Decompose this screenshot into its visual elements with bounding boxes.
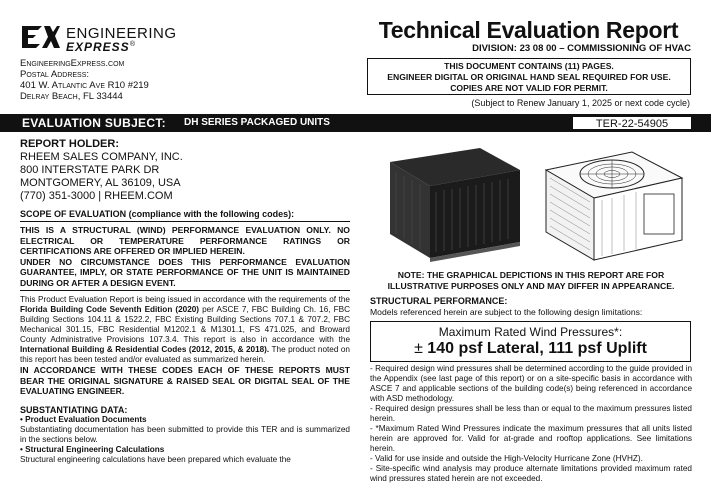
report-holder-heading: REPORT HOLDER: bbox=[20, 138, 119, 150]
wind-pressure-value bbox=[371, 340, 690, 358]
division-line: DIVISION: 23 08 00 – COMMISSIONING OF HVAC bbox=[472, 43, 691, 54]
divider bbox=[20, 290, 350, 291]
city-address: Delray Beach, FL 33444 bbox=[20, 91, 123, 102]
page-title: Technical Evaluation Report bbox=[378, 17, 679, 43]
renewal-note: (Subject to Renew January 1, 2025 or next code cycle) bbox=[471, 98, 690, 108]
scope-heading: SCOPE OF EVALUATION (compliance with the following codes): bbox=[20, 209, 295, 219]
para-intl-codes: International Building & Residential Codes (2012, 2015, & 2018). bbox=[20, 345, 270, 354]
divider bbox=[20, 221, 350, 222]
note-item: - Site-specific wind analysis may produce alternate limitations provided maximum rated wind pressures stated herein are not exceeded. bbox=[370, 464, 692, 483]
packaged-unit-photo-icon bbox=[370, 134, 532, 264]
graphics-disclaimer: NOTE: THE GRAPHICAL DEPICTIONS IN THIS REPORT ARE FOR ILLUSTRATIVE PURPOSES ONLY AND MAY DIFFER IN APPEARANCE. bbox=[387, 270, 675, 291]
ter-number: TER-22-54905 bbox=[572, 116, 692, 130]
substantiating-heading: SUBSTANTIATING DATA: bbox=[20, 404, 128, 415]
engineering-express-logo bbox=[20, 24, 177, 54]
left-column bbox=[20, 138, 350, 465]
wind-pressure-box bbox=[370, 321, 691, 362]
holder-contact: (770) 351-3000 | RHEEM.COM bbox=[20, 190, 173, 202]
product-docs-text: Substantiating documentation has been submitted to provide this TER and is summarized in the sections below. bbox=[20, 424, 350, 444]
wind-pressure-figures: 140 psf Lateral, 111 psf Uplift bbox=[427, 340, 647, 357]
note-item: - *Maximum Rated Wind Pressures indicate the maximum pressures that all units listed herein are approved for. Valid for at-grade and rooftop applications. See limitations herein. bbox=[370, 424, 692, 453]
holder-company: RHEEM SALES COMPANY, INC. bbox=[20, 151, 183, 163]
postal-label: Postal Address: bbox=[20, 69, 90, 80]
holder-street: 800 INTERSTATE PARK DR bbox=[20, 164, 160, 176]
notice-line-1: THIS DOCUMENT CONTAINS (11) PAGES. bbox=[444, 61, 614, 71]
packaged-unit-drawing-icon bbox=[532, 134, 692, 264]
document-notice-box bbox=[367, 58, 691, 95]
holder-city: MONTGOMERY, AL 36109, USA bbox=[20, 177, 181, 189]
street-address: 401 W. Atlantic Ave R10 #219 bbox=[20, 80, 149, 91]
subject-value: DH SERIES PACKAGED UNITS bbox=[184, 117, 330, 128]
logo-name-line1: ENGINEERING bbox=[66, 25, 177, 42]
ex-logo-mark-icon bbox=[20, 24, 60, 50]
struct-calcs-heading: • Structural Engineering Calculations bbox=[20, 444, 165, 454]
seal-requirement: IN ACCORDANCE WITH THESE CODES EACH OF THESE REPORTS MUST BEAR THE ORIGINAL SIGNATURE & RAISED SEAL OR DIGITAL SEAL OF THE EVALUATING ENGINEER. bbox=[20, 365, 350, 396]
logo-name-line2: EXPRESS® bbox=[66, 40, 136, 54]
note-item: - Required design pressures shall be less than or equal to the maximum pressures listed herein. bbox=[370, 404, 692, 423]
evaluation-paragraph bbox=[20, 295, 350, 365]
para-code-name: Florida Building Code Seventh Edition (2020) bbox=[20, 305, 200, 314]
struct-calcs-text: Structural engineering calculations have been prepared which evaluate the bbox=[20, 454, 291, 464]
wind-pressure-title: Maximum Rated Wind Pressures*: bbox=[438, 325, 623, 339]
structural-subtext: Models referenced herein are subject to the following design limitations: bbox=[370, 307, 643, 317]
note-item: - Required design wind pressures shall be determined according to the guide provided in the Appendix (see last page of this report) or on a site-specific basis in accordance with ASCE 7 and applicable sections of the building code(s) being referenced in accordance with ASD methodology. bbox=[370, 364, 692, 403]
product-docs-heading: • Product Evaluation Documents bbox=[20, 414, 147, 424]
para-text-e: The product noted on this report has been tested and/or evaluated as summarized herein. bbox=[20, 345, 350, 364]
subject-label: EVALUATION SUBJECT: bbox=[22, 116, 166, 130]
para-text-c: per ASCE 7, FBC Building Ch. 16, FBC Building Sections 104.11 & 1522.2, FBC Existing Building Sections 707.1 & 707.2, FBC Mechanical 301.15, FBC Residential M1202.1 & M1301.1, FS 471.025, and Broward County Administrative Provisions 107.3.4. This report is also in accordance with the bbox=[20, 305, 350, 344]
scope-statement-2: UNDER NO CIRCUMSTANCE DOES THIS PERFORMANCE EVALUATION GUARANTEE, IMPLY, OR STATE PERFORMANCE OF THE UNIT IS MAINTAINED DURING OR AFTER A DESIGN EVENT. bbox=[20, 256, 350, 288]
notice-line-3: COPIES ARE NOT VALID FOR PERMIT. bbox=[450, 83, 608, 93]
structural-performance-heading: STRUCTURAL PERFORMANCE: bbox=[370, 296, 508, 306]
design-limitation-notes bbox=[370, 364, 692, 484]
para-text-a: This Product Evaluation Report is being issued in accordance with the requirements of the bbox=[20, 295, 350, 304]
scope-statement-1: THIS IS A STRUCTURAL (WIND) PERFORMANCE EVALUATION ONLY. NO ELECTRICAL OR TEMPERATURE PERFORMANCE RATINGS OR CERTIFICATIONS ARE OFFERED OR IMPLIED HEREIN. bbox=[20, 225, 350, 256]
notice-line-2: ENGINEER DIGITAL OR ORIGINAL HAND SEAL REQUIRED FOR USE. bbox=[387, 72, 671, 82]
company-address bbox=[20, 58, 149, 102]
registered-mark: ® bbox=[129, 41, 136, 48]
note-item: - Valid for use inside and outside the High-Velocity Hurricane Zone (HVHZ). bbox=[370, 454, 643, 463]
plus-minus-symbol: ± bbox=[414, 340, 423, 357]
website-link[interactable]: EngineeringExpress.com bbox=[20, 58, 125, 69]
